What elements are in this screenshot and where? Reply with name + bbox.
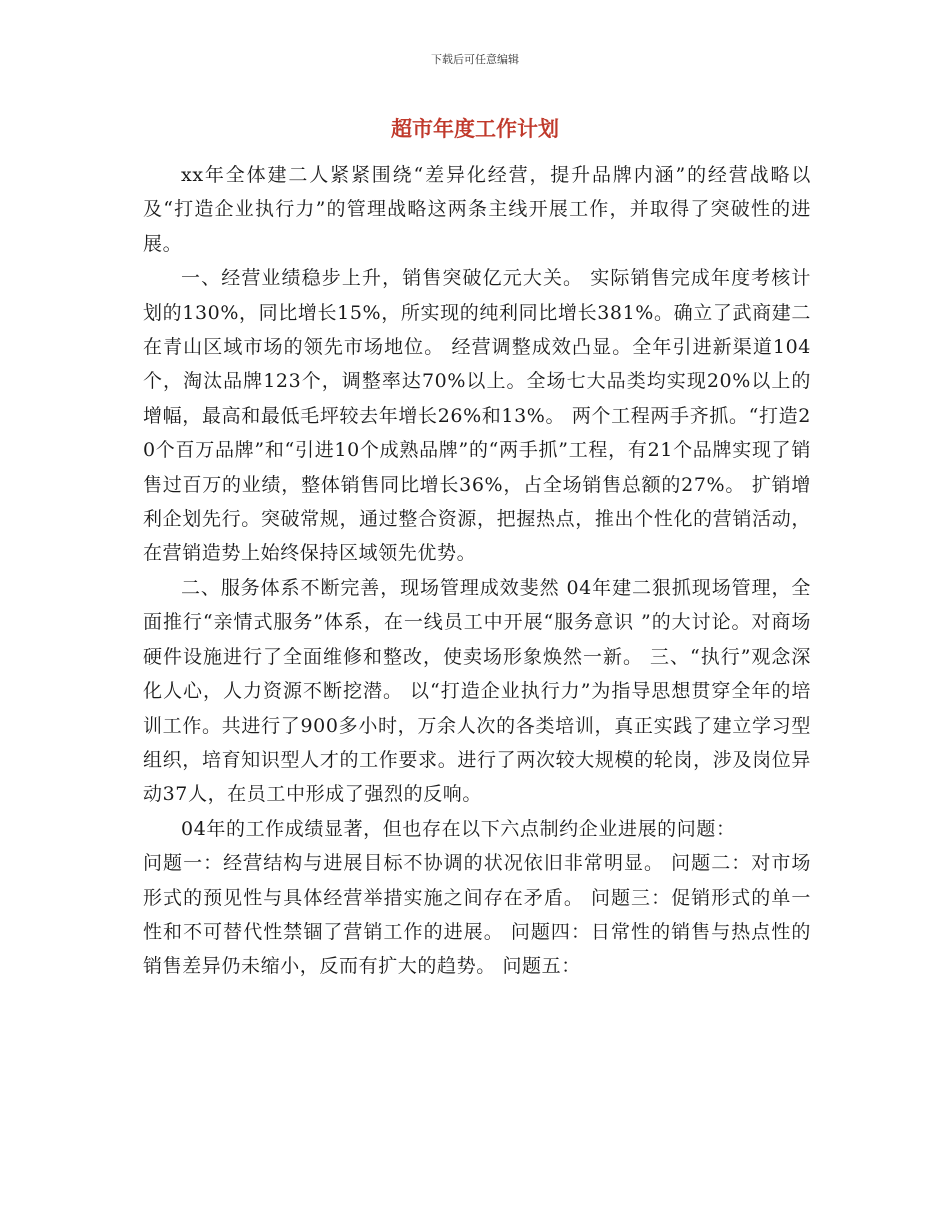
paragraph-problems-list: 问题一：经营结构与进展目标不协调的状况依旧非常明显。 问题二：对市场形式的预见性与具体经营举措实施之间存在矛盾。 问题三：促销形式的单一性和不可替代性禁锢了营销工作的进展。 问题四：日常性的销售与热点性的销售差异仍未缩小，反而有扩大的趋势。 问题五： <box>143 852 811 978</box>
document-title: 超市年度工作计划 <box>391 117 559 141</box>
document-body <box>143 158 811 984</box>
paragraph-problems-intro: 04年的工作成绩显著，但也存在以下六点制约企业进展的问题： <box>181 817 736 840</box>
paragraph-intro: xx年全体建二人紧紧围绕“差异化经营，提升品牌内涵”的经营战略以及“打造企业执行力”的管理战略这两条主线开展工作，并取得了突破性的进展。 <box>143 164 811 255</box>
header-note: 下载后可任意编辑 <box>431 53 519 66</box>
paragraph-business-performance: 一、经营业绩稳步上升，销售突破亿元大关。 实际销售完成年度考核计划的130%，同比增长15%，所实现的纯利同比增长381%。确立了武商建二在青山区域市场的领先市场地位。 经营调整成效凸显。全年引进新渠道104个，淘汰品牌123个，调整率达70%以上。全场七大品类均实现20%以上的增幅，最高和最低毛坪较去年增长26%和13%。 两个工程两手齐抓。“打造20个百万品牌”和“引进10个成熟品牌”的“两手抓”工程，有21个品牌实现了销售过百万的业绩，整体销售同比增长36%，占全场销售总额的27%。 扩销增利企划先行。突破常规，通过整合资源，把握热点，推出个性化的营销活动，在营销造势上始终保持区域领先优势。 <box>143 267 811 565</box>
paragraph-service-system: 二、服务体系不断完善，现场管理成效斐然 04年建二狠抓现场管理，全面推行“亲情式服务”体系，在一线员工中开展“服务意识 ”的大讨论。对商场硬件设施进行了全面维修和整改，使卖场形象焕然一新。 三、“执行”观念深化人心，人力资源不断挖潜。 以“打造企业执行力”为指导思想贯穿全年的培训工作。共进行了900多小时，万余人次的各类培训，真正实践了建立学习型组织，培育知识型人才的工作要求。进行了两次较大规模的轮岗，涉及岗位异动37人，在员工中形成了强烈的反响。 <box>143 576 811 806</box>
